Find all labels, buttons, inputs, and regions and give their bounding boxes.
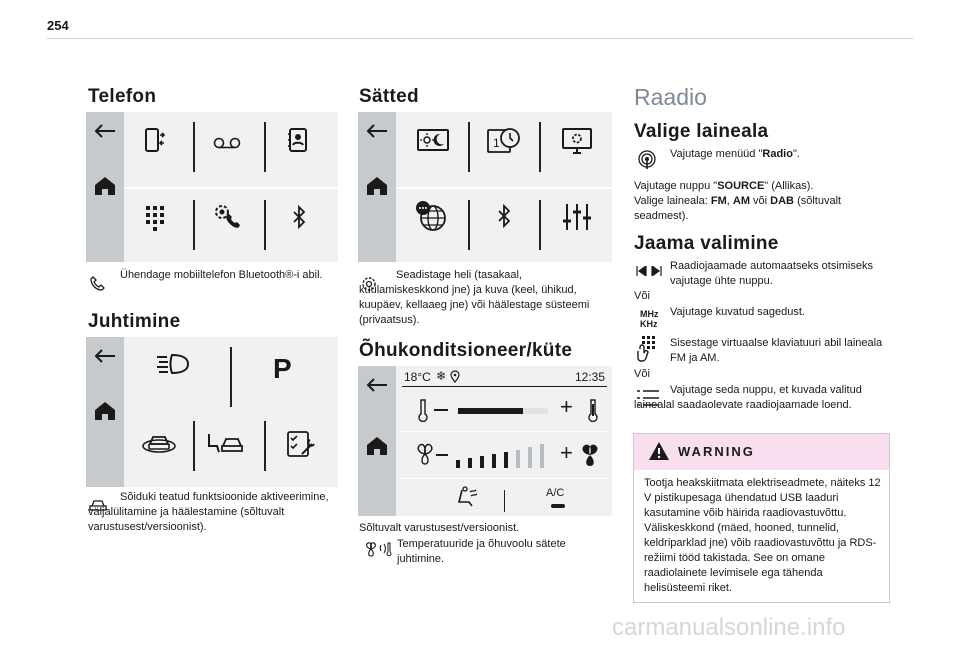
- back-arrow-icon[interactable]: [93, 348, 117, 364]
- snowflake-icon: ❄: [436, 369, 447, 383]
- air-distribution-icon[interactable]: [456, 486, 480, 508]
- driving-description: Sõiduki teatud funktsioonide aktiveerimine, väljalülitamine ja häälestamine (sõltuvalt varustusest/versioonist).: [88, 491, 329, 533]
- clock-time: 12:35: [575, 370, 606, 384]
- dialpad-icon[interactable]: [145, 205, 165, 233]
- driving-screen-panel: [86, 337, 338, 487]
- fan-temperature-icon: [364, 541, 392, 557]
- fan-high-icon: [578, 443, 602, 467]
- parking-icon[interactable]: P: [273, 353, 292, 384]
- driving-heading: Juhtimine: [88, 311, 181, 332]
- surround-view-icon[interactable]: [141, 430, 177, 454]
- back-arrow-icon[interactable]: [365, 377, 389, 393]
- bluetooth-icon[interactable]: [497, 204, 511, 228]
- temperature-minus-button[interactable]: [434, 409, 448, 411]
- home-icon[interactable]: [94, 401, 116, 421]
- home-icon[interactable]: [94, 176, 116, 196]
- page-number: 254: [47, 18, 69, 33]
- warning-triangle-icon: [648, 441, 670, 461]
- fan-speed-bars[interactable]: [456, 444, 550, 473]
- climate-description: Temperatuuride ja õhuvoolu sätete juhtimine.: [397, 538, 566, 565]
- temperature-plus-button[interactable]: +: [560, 394, 573, 419]
- vehicle-settings-icon[interactable]: [286, 430, 316, 458]
- keypad-description: Sisestage virtuaalse klaviatuuri abil laineala FM ja AM.: [670, 337, 883, 364]
- band-step1: Vajutage menüüd "Radio".: [670, 148, 800, 160]
- warning-text: Tootja heakskiitmata elektriseadmete, näiteks 12 V pistikupesaga ühendatud USB laaduri kasutamine võib häirida raadiovastuvõttu. Väliskeskkond (mäed, hooned, tunnelid, keldriparklad jne) võib raadiovastuvõttu ja RDS-režiimi tööd takistada. See on omane raadiolainete levimisele ega tähenda helisüsteemi riket.: [644, 477, 881, 594]
- home-icon[interactable]: [366, 436, 388, 456]
- phone-handset-icon: [90, 275, 106, 291]
- radio-heading: Raadio: [634, 84, 707, 110]
- contacts-icon[interactable]: [287, 127, 309, 153]
- seek-icon: [636, 266, 662, 276]
- bluetooth-icon[interactable]: [292, 205, 306, 229]
- settings-description: Seadistage heli (tasakaal, kuulamiskeskkond jne) ja kuva (keel, ühikud, kuupäev, kellaaeg jne) või häälestage süsteemi (privaatsus).: [359, 269, 590, 326]
- keypad-hand-icon: [636, 336, 658, 362]
- thermometer-low-icon: [418, 398, 428, 422]
- thermometer-high-icon: [588, 398, 598, 422]
- band-heading: Valige laineala: [634, 121, 769, 142]
- frequency-description: Vajutage kuvatud sagedust.: [670, 306, 805, 318]
- back-arrow-icon[interactable]: [365, 123, 389, 139]
- ac-indicator: [551, 504, 565, 508]
- back-arrow-icon[interactable]: [93, 123, 117, 139]
- or-label-1: Või: [634, 290, 650, 302]
- climate-temperature-status: 18°C: [404, 370, 431, 384]
- climate-heading: Õhukonditsioneer/küte: [359, 340, 573, 361]
- audio-equalizer-icon[interactable]: [562, 202, 592, 232]
- svg-text:1: 1: [493, 136, 500, 150]
- list-description: Vajutage seda nuppu, et kuvada valitud lainealal saadaolevate raadiojaamade loend.: [634, 384, 862, 411]
- headlights-icon[interactable]: [156, 351, 190, 377]
- fan-low-icon: [414, 443, 436, 465]
- home-icon[interactable]: [366, 176, 388, 196]
- climate-screen-panel: [358, 366, 612, 516]
- location-pin-icon: [450, 370, 460, 383]
- language-globe-icon[interactable]: [415, 200, 447, 232]
- radio-antenna-icon: [637, 150, 657, 170]
- band-instructions: Vajutage nuppu "SOURCE" (Allikas). Valige laineala: FM, AM või DAB (sõltuvalt seadmest).: [634, 180, 842, 222]
- phone-description: Ühendage mobiiltelefon Bluetooth®-i abil.: [120, 269, 323, 281]
- screen-settings-icon[interactable]: [561, 127, 593, 155]
- display-brightness-icon[interactable]: [416, 128, 450, 154]
- seek-description: Raadiojaamade automaatseks otsimiseks vajutage ühte nuppu.: [670, 260, 873, 287]
- frequency-icon: MHz KHz: [640, 309, 659, 329]
- warning-box: [633, 433, 890, 603]
- or-label-2: Või: [634, 368, 650, 380]
- phone-transfer-icon[interactable]: [144, 127, 166, 153]
- phone-screen-panel: [86, 112, 338, 262]
- warning-header: [634, 434, 889, 470]
- temperature-slider[interactable]: [458, 408, 548, 414]
- warning-title: WARNING: [678, 444, 755, 459]
- settings-screen-panel: [358, 112, 612, 262]
- ac-button-label[interactable]: A/C: [546, 487, 565, 499]
- date-time-icon[interactable]: [486, 126, 520, 156]
- seat-car-icon[interactable]: [206, 432, 246, 454]
- watermark: carmanualsonline.info: [612, 614, 846, 641]
- voicemail-icon[interactable]: [213, 137, 241, 149]
- settings-heading: Sätted: [359, 86, 419, 107]
- top-divider: [47, 38, 913, 39]
- phone-settings-icon[interactable]: [212, 202, 242, 232]
- fan-minus-button[interactable]: [436, 454, 448, 456]
- station-heading: Jaama valimine: [634, 233, 779, 254]
- fan-plus-button[interactable]: +: [560, 440, 573, 465]
- phone-heading: Telefon: [88, 86, 157, 107]
- climate-note: Sõltuvalt varustusest/versioonist.: [359, 522, 520, 534]
